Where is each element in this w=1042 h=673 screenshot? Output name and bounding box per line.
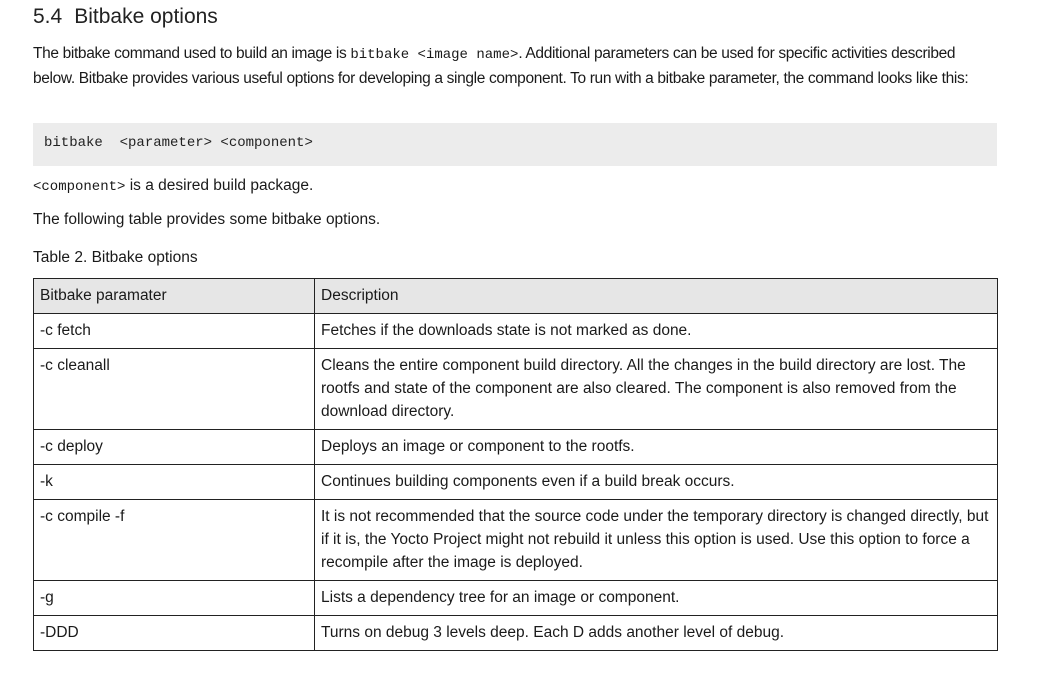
bitbake-options-table xyxy=(33,278,998,651)
param-cell: -c cleanall xyxy=(34,349,315,430)
param-cell: -c compile -f xyxy=(34,500,315,581)
param-cell: -g xyxy=(34,581,315,616)
intro-text-part2: . Additional parameters can be used for specific activities described below. Bitbake provides various useful options for developing a single component. To run with a bitbake parameter, the command looks like this: xyxy=(33,45,969,87)
intro-text-part1: The bitbake command used to build an image is xyxy=(33,45,351,62)
param-cell: -k xyxy=(34,465,315,500)
description-cell: Lists a dependency tree for an image or component. xyxy=(315,581,998,616)
table-row xyxy=(34,430,998,465)
description-cell: Cleans the entire component build directory. All the changes in the build directory are lost. The rootfs and state of the component are also cleared. The component is also removed from the download directory. xyxy=(315,349,998,430)
intro-paragraph xyxy=(33,42,999,90)
table-row xyxy=(34,500,998,581)
description-cell: It is not recommended that the source code under the temporary directory is changed directly, but if it is, the Yocto Project might not rebuild it unless this option is used. Use this option to force a recompile after the image is deployed. xyxy=(315,500,998,581)
table-row xyxy=(34,314,998,349)
component-inline-code: <component> xyxy=(33,179,126,195)
following-paragraph: The following table provides some bitbake options. xyxy=(33,211,381,228)
param-cell: -DDD xyxy=(34,616,315,651)
section-heading xyxy=(33,5,218,29)
description-cell: Deploys an image or component to the rootfs. xyxy=(315,430,998,465)
table-header-row xyxy=(34,279,998,314)
table-row xyxy=(34,616,998,651)
header-description: Description xyxy=(315,279,998,314)
description-cell: Fetches if the downloads state is not marked as done. xyxy=(315,314,998,349)
description-cell: Continues building components even if a build break occurs. xyxy=(315,465,998,500)
header-param: Bitbake paramater xyxy=(34,279,315,314)
code-block xyxy=(33,123,997,166)
code-block-text: bitbake <parameter> <component> xyxy=(44,135,313,151)
section-title: Bitbake options xyxy=(74,5,218,28)
param-cell: -c fetch xyxy=(34,314,315,349)
param-cell: -c deploy xyxy=(34,430,315,465)
component-paragraph xyxy=(33,177,313,195)
component-paragraph-text: is a desired build package. xyxy=(125,177,314,194)
intro-inline-code: bitbake <image name> xyxy=(350,47,519,63)
description-cell: Turns on debug 3 levels deep. Each D adds another level of debug. xyxy=(315,616,998,651)
table-row xyxy=(34,581,998,616)
table-row xyxy=(34,349,998,430)
table-caption: Table 2. Bitbake options xyxy=(33,249,198,266)
table-row xyxy=(34,465,998,500)
section-number: 5.4 xyxy=(33,5,63,28)
